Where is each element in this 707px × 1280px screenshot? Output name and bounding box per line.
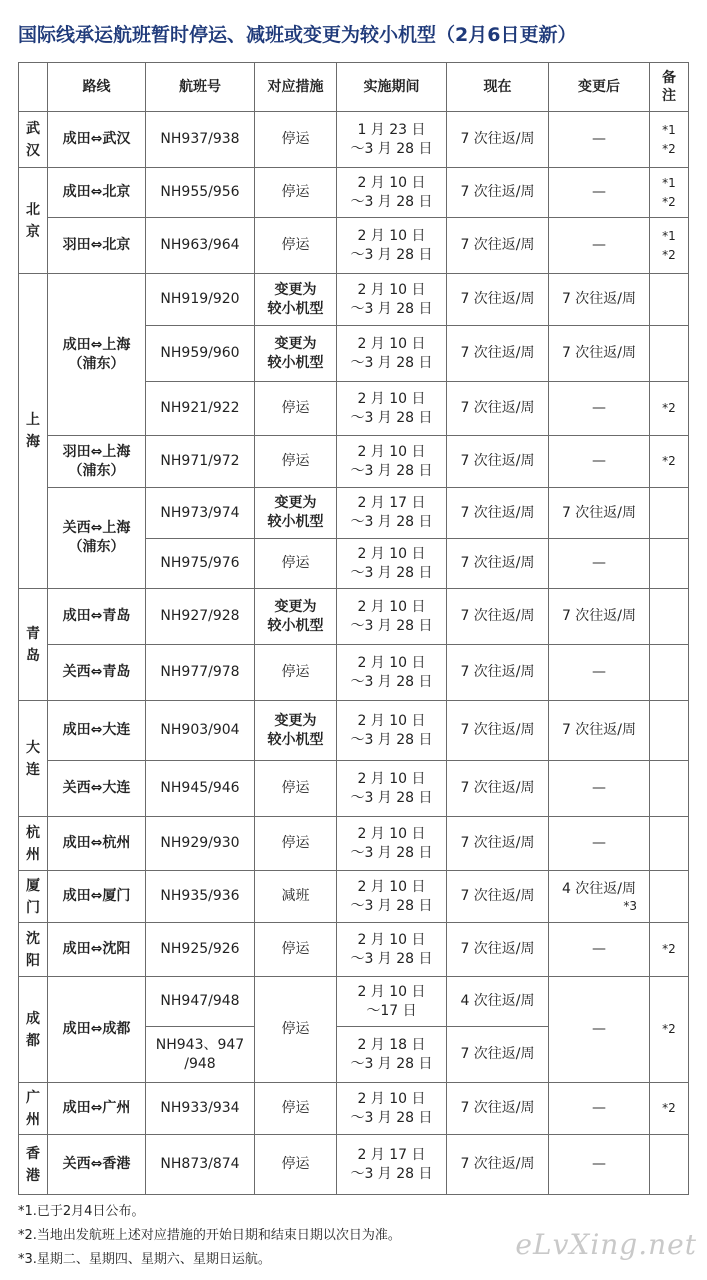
region-label: 上海 [26, 412, 40, 450]
current-cell: 7 次往返/周 [447, 923, 549, 977]
period-start: 2 月 10 日 [357, 335, 426, 352]
period-start: 2 月 10 日 [357, 281, 426, 298]
table-row [19, 488, 689, 539]
after-cell: — [549, 436, 650, 488]
period-end: ～3 月 28 日 [350, 1109, 433, 1126]
note-cell: *2 [650, 977, 689, 1083]
period-end: ～3 月 28 日 [350, 950, 433, 967]
period-end: ～3 月 28 日 [350, 140, 433, 157]
period-end: ～3 月 28 日 [350, 354, 433, 371]
after-cell: 7 次往返/周 [549, 326, 650, 382]
table-row [19, 817, 689, 871]
measure-cell: 停运 [255, 436, 337, 488]
period-start: 2 月 18 日 [357, 1036, 426, 1053]
current-cell: 7 次往返/周 [447, 436, 549, 488]
route-cell: 关西⇔大连 [48, 761, 146, 817]
period-end: ～3 月 28 日 [350, 673, 433, 690]
table-row [19, 871, 689, 923]
flight-cell: NH975/976 [146, 539, 255, 589]
after-cell [549, 871, 650, 923]
measure-line: 变更为 [274, 598, 317, 615]
table-row [19, 436, 689, 488]
region-label: 大连 [26, 739, 40, 778]
region-cell [19, 168, 48, 274]
flight-cell: NH935/936 [146, 871, 255, 923]
region-cell [19, 1083, 48, 1135]
route-sub-label: （浦东） [68, 355, 125, 372]
flight-cell: NH903/904 [146, 701, 255, 761]
region-cell [19, 1135, 48, 1195]
header-flight: 航班号 [146, 63, 255, 112]
route-cell: 关西⇔香港 [48, 1135, 146, 1195]
flight-cell: NH945/946 [146, 761, 255, 817]
note-cell [650, 326, 689, 382]
after-cell: 7 次往返/周 [549, 274, 650, 326]
period-end: ～3 月 28 日 [350, 1165, 433, 1182]
period-start: 2 月 10 日 [357, 545, 426, 562]
period-start: 2 月 10 日 [357, 983, 426, 1000]
table-row [19, 761, 689, 817]
region-cell [19, 977, 48, 1083]
region-cell [19, 589, 48, 701]
period-start: 2 月 10 日 [357, 878, 426, 895]
route-cell: 成田⇔广州 [48, 1083, 146, 1135]
period-end: ～3 月 28 日 [350, 514, 433, 530]
period-cell [337, 923, 447, 977]
region-cell [19, 871, 48, 923]
current-cell: 7 次往返/周 [447, 382, 549, 436]
current-cell: 7 次往返/周 [447, 1083, 549, 1135]
measure-cell [255, 274, 337, 326]
after-cell: 7 次往返/周 [549, 701, 650, 761]
period-start: 2 月 10 日 [357, 390, 426, 407]
measure-cell: 停运 [255, 817, 337, 871]
current-cell: 7 次往返/周 [447, 326, 549, 382]
header-after: 变更后 [549, 63, 650, 112]
note-cell [650, 1135, 689, 1195]
table-row [19, 112, 689, 168]
after-cell: — [549, 977, 650, 1083]
measure-cell: 停运 [255, 539, 337, 589]
route-cell: 成田⇔厦门 [48, 871, 146, 923]
period-end: ～3 月 28 日 [350, 564, 433, 581]
note-label: *1 [662, 122, 676, 137]
table-row [19, 274, 689, 326]
note-label: *1 [662, 228, 676, 243]
after-cell: — [549, 645, 650, 701]
region-label: 北京 [26, 201, 40, 240]
period-start: 2 月 10 日 [357, 227, 426, 244]
after-cell: — [549, 112, 650, 168]
after-cell: — [549, 817, 650, 871]
period-cell [337, 1083, 447, 1135]
period-end: ～3 月 28 日 [350, 731, 433, 748]
period-cell [337, 977, 447, 1027]
note-cell [650, 645, 689, 701]
note-cell: *2 [650, 436, 689, 488]
region-label: 广州 [26, 1089, 40, 1128]
note-cell [650, 761, 689, 817]
period-end: ～3 月 28 日 [350, 789, 433, 806]
note-cell: *2 [650, 1083, 689, 1135]
current-cell: 7 次往返/周 [447, 1027, 549, 1083]
period-end: ～3 月 28 日 [350, 300, 433, 317]
after-cell: 7 次往返/周 [549, 488, 650, 539]
note-cell [650, 274, 689, 326]
region-cell [19, 817, 48, 871]
current-cell: 7 次往返/周 [447, 218, 549, 274]
measure-line: 变更为 [274, 335, 317, 352]
current-cell: 7 次往返/周 [447, 539, 549, 589]
after-cell: — [549, 218, 650, 274]
region-cell [19, 923, 48, 977]
region-label: 厦门 [26, 877, 40, 916]
flight-cell: NH937/938 [146, 112, 255, 168]
measure-line: 较小机型 [267, 514, 324, 530]
table-row [19, 1083, 689, 1135]
period-cell [337, 539, 447, 589]
flight-cell: NH921/922 [146, 382, 255, 436]
current-cell: 7 次往返/周 [447, 701, 549, 761]
region-label: 香港 [26, 1145, 40, 1184]
current-cell: 7 次往返/周 [447, 589, 549, 645]
period-end: ～3 月 28 日 [350, 1055, 433, 1072]
period-cell [337, 817, 447, 871]
period-cell [337, 382, 447, 436]
flight-line: NH943、947 [155, 1036, 245, 1053]
header-current: 现在 [447, 63, 549, 112]
route-cell: 成田⇔大连 [48, 701, 146, 761]
measure-cell: 停运 [255, 645, 337, 701]
current-cell: 7 次往返/周 [447, 645, 549, 701]
note-cell [650, 701, 689, 761]
note-cell [650, 871, 689, 923]
period-start: 2 月 10 日 [357, 598, 426, 615]
note-cell: *2 [650, 923, 689, 977]
route-cell [48, 436, 146, 488]
note-label: *1 [662, 175, 676, 190]
period-cell [337, 274, 447, 326]
header-notes-label: 备注 [662, 70, 676, 104]
measure-cell [255, 488, 337, 539]
flight-cell: NH971/972 [146, 436, 255, 488]
note-cell [650, 488, 689, 539]
measure-line: 变更为 [274, 495, 317, 511]
period-end: ～3 月 28 日 [350, 246, 433, 263]
measure-cell: 停运 [255, 112, 337, 168]
flight-cell [146, 1027, 255, 1083]
header-region [19, 63, 48, 112]
header-notes [650, 63, 689, 112]
after-cell: — [549, 761, 650, 817]
flight-table [18, 62, 689, 1195]
measure-cell: 减班 [255, 871, 337, 923]
header-row [19, 63, 689, 112]
route-label: 成田⇔上海 [62, 336, 131, 353]
route-cell: 羽田⇔北京 [48, 218, 146, 274]
note-label: *2 [662, 141, 676, 156]
measure-cell: 停运 [255, 1083, 337, 1135]
period-start: 1 月 23 日 [357, 121, 426, 138]
period-start: 2 月 10 日 [357, 1090, 426, 1107]
note-cell [650, 817, 689, 871]
route-cell [48, 488, 146, 589]
period-cell [337, 218, 447, 274]
period-end: ～3 月 28 日 [350, 844, 433, 861]
current-cell: 7 次往返/周 [447, 112, 549, 168]
measure-line: 变更为 [274, 712, 317, 729]
flight-cell: NH955/956 [146, 168, 255, 218]
flight-cell: NH919/920 [146, 274, 255, 326]
current-cell: 7 次往返/周 [447, 168, 549, 218]
table-row [19, 218, 689, 274]
period-cell [337, 168, 447, 218]
note-cell [650, 539, 689, 589]
period-start: 2 月 17 日 [357, 495, 426, 511]
header-measure: 对应措施 [255, 63, 337, 112]
current-cell: 7 次往返/周 [447, 1135, 549, 1195]
flight-cell: NH933/934 [146, 1083, 255, 1135]
route-cell: 关西⇔青岛 [48, 645, 146, 701]
flight-cell: NH963/964 [146, 218, 255, 274]
region-label: 成都 [26, 1010, 40, 1049]
after-cell: — [549, 382, 650, 436]
period-end: ～17 日 [366, 1002, 417, 1019]
period-cell [337, 701, 447, 761]
route-label: 羽田⇔上海 [62, 443, 131, 460]
after-cell: — [549, 923, 650, 977]
route-cell: 成田⇔沈阳 [48, 923, 146, 977]
table-row [19, 701, 689, 761]
period-end: ～3 月 28 日 [350, 193, 433, 210]
footnote-3: *3.星期二、星期四、星期六、星期日运航。 [18, 1252, 271, 1267]
note-cell [650, 589, 689, 645]
period-start: 2 月 10 日 [357, 931, 426, 948]
region-label: 沈阳 [26, 930, 40, 969]
route-label: 关西⇔上海 [62, 520, 131, 536]
current-cell: 7 次往返/周 [447, 871, 549, 923]
current-cell: 7 次往返/周 [447, 817, 549, 871]
region-cell [19, 112, 48, 168]
period-start: 2 月 17 日 [357, 1146, 426, 1163]
current-cell: 7 次往返/周 [447, 274, 549, 326]
note-cell [650, 168, 689, 218]
measure-line: 较小机型 [267, 354, 324, 371]
footnote-1: *1.已于2月4日公布。 [18, 1204, 145, 1219]
route-cell: 成田⇔成都 [48, 977, 146, 1083]
route-cell [48, 274, 146, 436]
measure-cell: 停运 [255, 977, 337, 1083]
after-cell: — [549, 1135, 650, 1195]
measure-line: 较小机型 [267, 731, 324, 748]
region-cell [19, 274, 48, 589]
measure-cell: 停运 [255, 218, 337, 274]
period-cell [337, 871, 447, 923]
period-end: ～3 月 28 日 [350, 617, 433, 634]
note-cell [650, 112, 689, 168]
period-start: 2 月 10 日 [357, 443, 426, 460]
route-cell: 成田⇔北京 [48, 168, 146, 218]
measure-line: 较小机型 [267, 617, 324, 634]
footnote-2: *2.当地出发航班上述对应措施的开始日期和结束日期以次日为准。 [18, 1228, 401, 1243]
period-end: ～3 月 28 日 [350, 409, 433, 426]
table-row [19, 977, 689, 1027]
period-cell [337, 1027, 447, 1083]
flight-cell: NH873/874 [146, 1135, 255, 1195]
note-label: *2 [662, 247, 676, 262]
period-cell [337, 1135, 447, 1195]
period-cell [337, 761, 447, 817]
current-cell: 7 次往返/周 [447, 488, 549, 539]
flight-cell: NH925/926 [146, 923, 255, 977]
after-cell: — [549, 539, 650, 589]
region-cell [19, 701, 48, 817]
current-cell: 7 次往返/周 [447, 761, 549, 817]
period-start: 2 月 10 日 [357, 825, 426, 842]
after-note: *3 [623, 899, 637, 913]
period-cell [337, 589, 447, 645]
table-row [19, 168, 689, 218]
measure-line: 变更为 [274, 281, 317, 298]
flight-cell: NH947/948 [146, 977, 255, 1027]
period-start: 2 月 10 日 [357, 654, 426, 671]
period-end: ～3 月 28 日 [350, 897, 433, 914]
current-cell: 4 次往返/周 [447, 977, 549, 1027]
header-route: 路线 [48, 63, 146, 112]
period-start: 2 月 10 日 [357, 770, 426, 787]
header-period: 实施期间 [337, 63, 447, 112]
period-cell [337, 112, 447, 168]
route-sub-label: （浦东） [68, 539, 125, 555]
route-cell: 成田⇔武汉 [48, 112, 146, 168]
measure-cell [255, 589, 337, 645]
table-row [19, 1135, 689, 1195]
measure-cell: 停运 [255, 382, 337, 436]
measure-cell: 停运 [255, 1135, 337, 1195]
period-start: 2 月 10 日 [357, 712, 426, 729]
footnotes [18, 1200, 401, 1272]
page-title: 国际线承运航班暂时停运、减班或变更为较小机型（2月6日更新） [18, 24, 577, 46]
note-cell: *2 [650, 382, 689, 436]
flight-cell: NH927/928 [146, 589, 255, 645]
flight-cell: NH977/978 [146, 645, 255, 701]
after-value: 4 次往返/周 [561, 881, 637, 897]
after-cell: — [549, 1083, 650, 1135]
flight-cell: NH959/960 [146, 326, 255, 382]
note-cell [650, 218, 689, 274]
route-cell: 成田⇔杭州 [48, 817, 146, 871]
route-sub-label: （浦东） [68, 462, 125, 479]
region-label: 青岛 [26, 625, 40, 664]
period-cell [337, 645, 447, 701]
period-cell [337, 488, 447, 539]
after-cell: — [549, 168, 650, 218]
watermark-logo: eLvXing.net [515, 1228, 697, 1261]
route-cell: 成田⇔青岛 [48, 589, 146, 645]
flight-cell: NH929/930 [146, 817, 255, 871]
note-label: *2 [662, 194, 676, 209]
measure-cell [255, 326, 337, 382]
measure-line: 较小机型 [267, 300, 324, 317]
period-start: 2 月 10 日 [357, 174, 426, 191]
measure-cell [255, 701, 337, 761]
region-label: 杭州 [26, 824, 40, 863]
region-label: 武汉 [26, 120, 40, 159]
measure-cell: 停运 [255, 168, 337, 218]
period-cell [337, 436, 447, 488]
table-row [19, 589, 689, 645]
measure-cell: 停运 [255, 923, 337, 977]
table-row [19, 923, 689, 977]
period-end: ～3 月 28 日 [350, 462, 433, 479]
measure-cell: 停运 [255, 761, 337, 817]
flight-line: /948 [184, 1055, 216, 1072]
after-cell: 7 次往返/周 [549, 589, 650, 645]
flight-cell: NH973/974 [146, 488, 255, 539]
period-cell [337, 326, 447, 382]
table-row [19, 645, 689, 701]
